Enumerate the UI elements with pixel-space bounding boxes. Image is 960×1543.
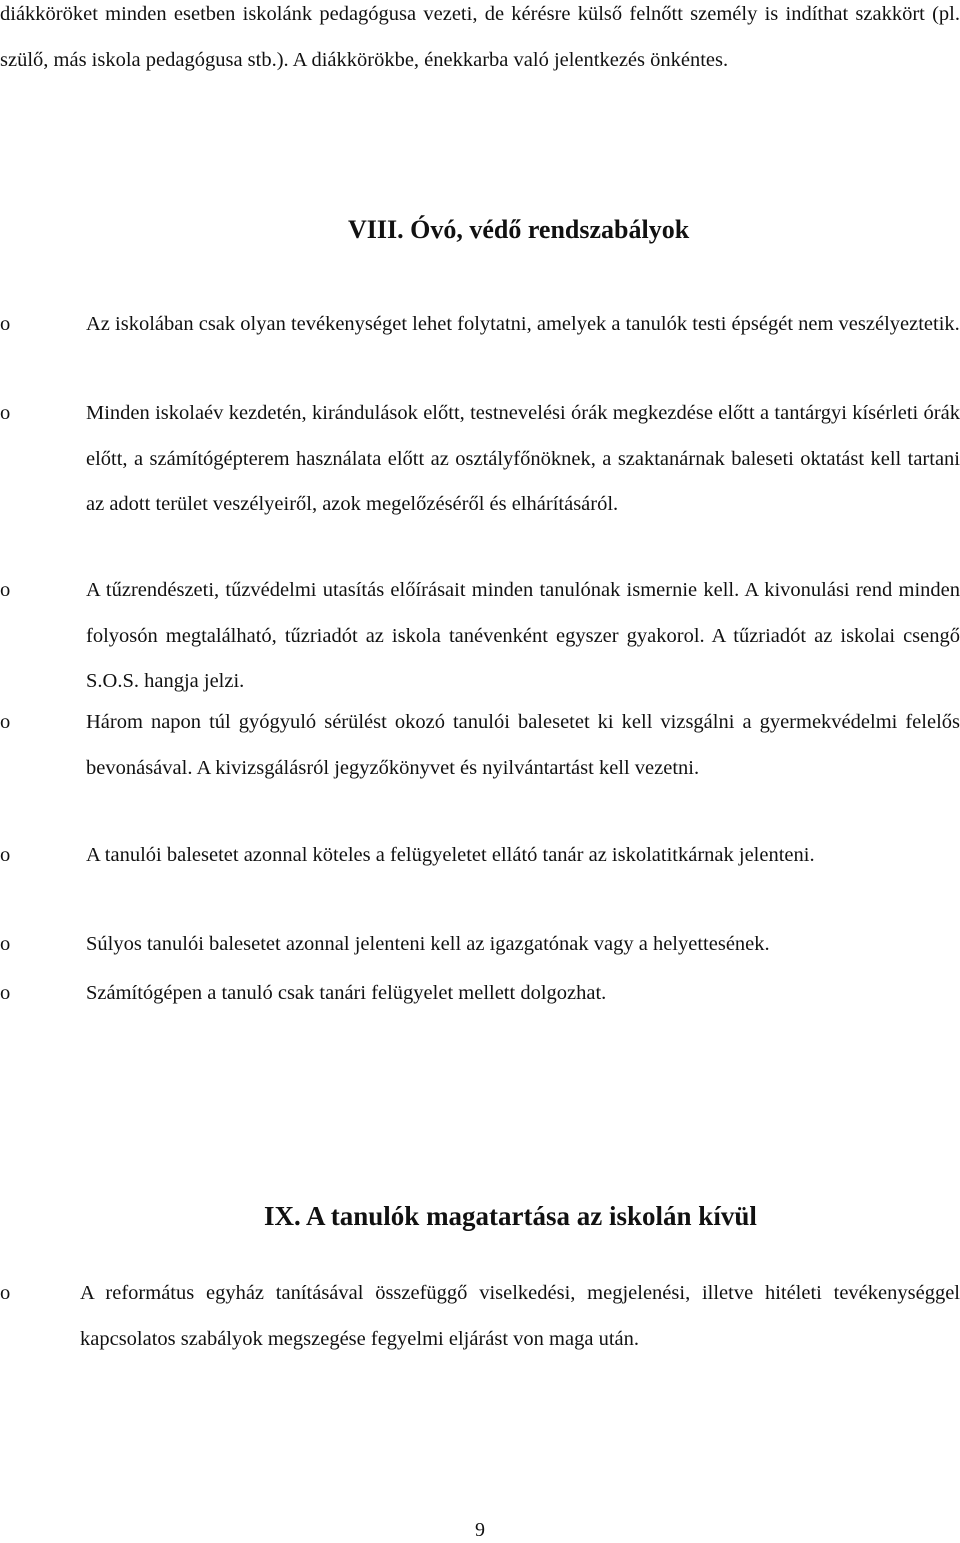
list-item-text: Minden iskolaév kezdetén, kirándulások előtt, testnevelési órák megkezdése előtt a tantárgyi kísérleti órák előtt, a számítógépterem használata előtt az osztályfőnöknek, a szaktanárnak baleseti oktatást kell tartani az adott terület veszélyeiről, azok megelőzéséről és elhárításáról. bbox=[86, 402, 960, 515]
bullet-marker: o bbox=[0, 402, 11, 424]
bullet-marker: o bbox=[0, 1282, 11, 1304]
page-number: 9 bbox=[475, 1519, 485, 1541]
intro-paragraph: diákköröket minden esetben iskolánk pedagógusa vezeti, de kérésre külső felnőtt személy is indíthat szakkört (pl. szülő, más iskola pedagógusa stb.). A diákkörökbe, énekkarba való jelentkezés önkéntes. bbox=[0, 3, 960, 71]
section-heading-ix: IX. A tanulók magatartása az iskolán kívül bbox=[264, 1201, 757, 1231]
list-item-text: Három napon túl gyógyuló sérülést okozó tanulói balesetet ki kell vizsgálni a gyermekvédelmi felelős bevonásával. A kivizsgálásról jegyzőkönyvet és nyilvántartást kell vezetni. bbox=[86, 711, 960, 779]
section-heading-viii: VIII. Óvó, védő rendszabályok bbox=[348, 215, 690, 244]
bullet-marker: o bbox=[0, 982, 11, 1004]
list-item-text: Számítógépen a tanuló csak tanári felügyelet mellett dolgozhat. bbox=[86, 982, 607, 1004]
list-item-text: Az iskolában csak olyan tevékenységet lehet folytatni, amelyek a tanulók testi épségét nem veszélyeztetik. bbox=[86, 313, 960, 335]
list-item-text: A tűzrendészeti, tűzvédelmi utasítás előírásait minden tanulónak ismernie kell. A kivonulási rend minden folyosón megtalálható, tűzriadót az iskola tanévenként egyszer gyakorol. A tűzriadót az iskolai csengő S.O.S. hangja jelzi. bbox=[86, 579, 960, 692]
list-item-text: A tanulói balesetet azonnal köteles a felügyeletet ellátó tanár az iskolatitkárnak jelenteni. bbox=[86, 844, 815, 866]
bullet-marker: o bbox=[0, 711, 11, 733]
bullet-marker: o bbox=[0, 313, 11, 335]
list-item-text: A református egyház tanításával összefüggő viselkedési, megjelenési, illetve hitéleti tevékenységgel kapcsolatos szabályok megszegése fegyelmi eljárást von maga után. bbox=[80, 1282, 960, 1350]
bullet-marker: o bbox=[0, 933, 11, 955]
bullet-marker: o bbox=[0, 844, 11, 866]
bullet-marker: o bbox=[0, 579, 11, 601]
list-item-text: Súlyos tanulói balesetet azonnal jelenteni kell az igazgatónak vagy a helyettesének. bbox=[86, 933, 770, 955]
